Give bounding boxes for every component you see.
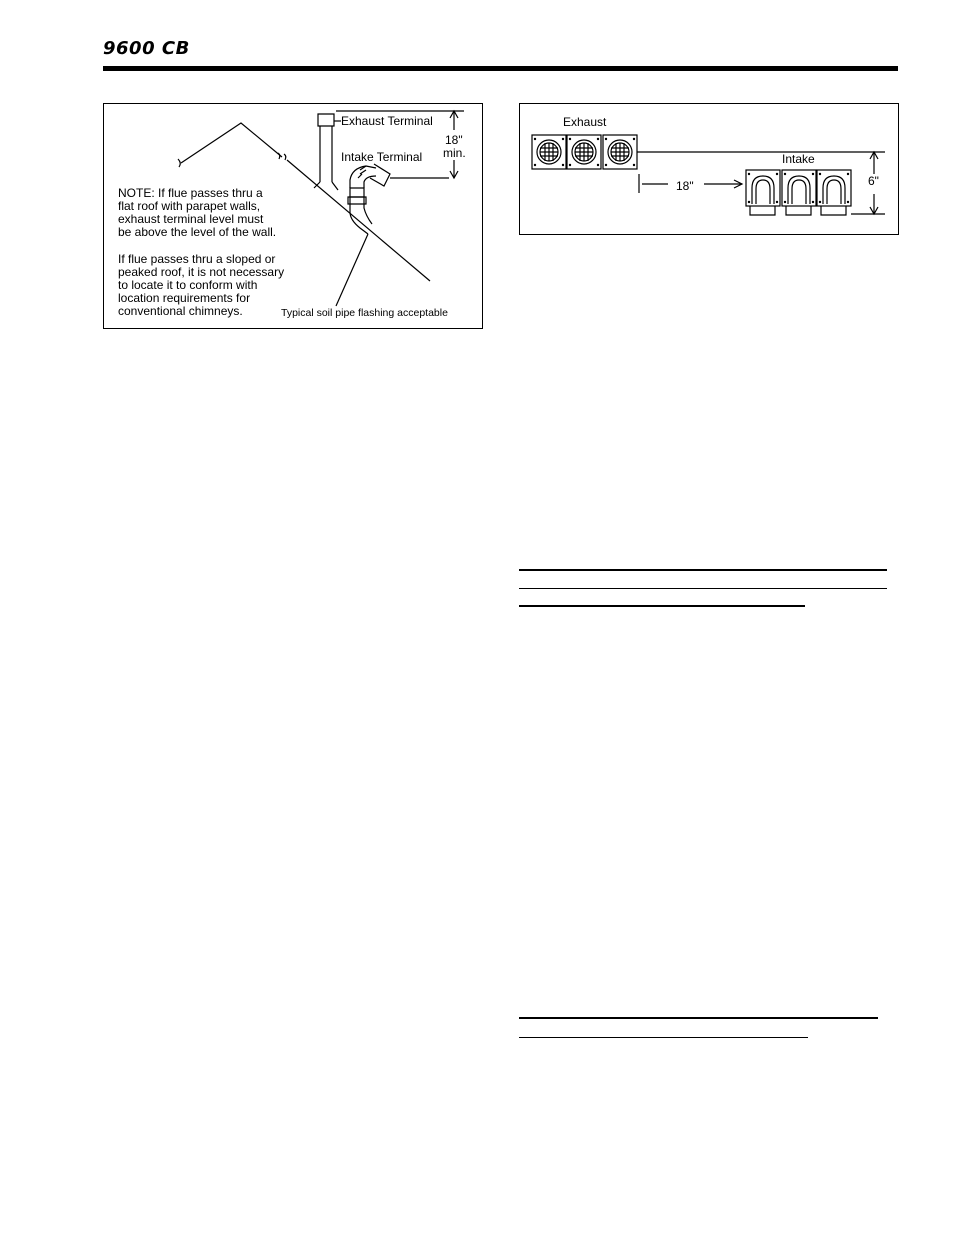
clearance-unit-label: min. (443, 146, 466, 160)
flashing-label: Typical soil pipe flashing acceptable (281, 307, 448, 319)
horizontal-spacing-label: 18" (676, 179, 694, 193)
section-rule (519, 1037, 808, 1038)
intake-terminal-label: Intake Terminal (341, 150, 423, 164)
clearance-value-label: 18" (445, 133, 463, 147)
roof-termination-figure (103, 103, 483, 329)
sloped-roof-note: If flue passes thru a sloped or peaked roof, it is not necessary to locate it to conform with location requirements for conventional chimneys. (118, 252, 285, 318)
header-rule (103, 66, 898, 71)
sidewall-spacing-figure (519, 103, 899, 235)
section-rule (519, 605, 805, 607)
page-title: 9600 CB (103, 38, 190, 59)
section-rule (519, 1017, 878, 1019)
exhaust-terminal-label: Exhaust Terminal (341, 114, 433, 128)
intake-label: Intake (782, 152, 815, 166)
section-rule (519, 569, 887, 571)
exhaust-label: Exhaust (563, 115, 607, 129)
vertical-spacing-label: 6" (868, 174, 879, 188)
flat-roof-note: NOTE: If flue passes thru a flat roof with parapet walls, exhaust terminal level must be above the level of the wall. (118, 186, 277, 239)
section-rule (519, 588, 887, 589)
